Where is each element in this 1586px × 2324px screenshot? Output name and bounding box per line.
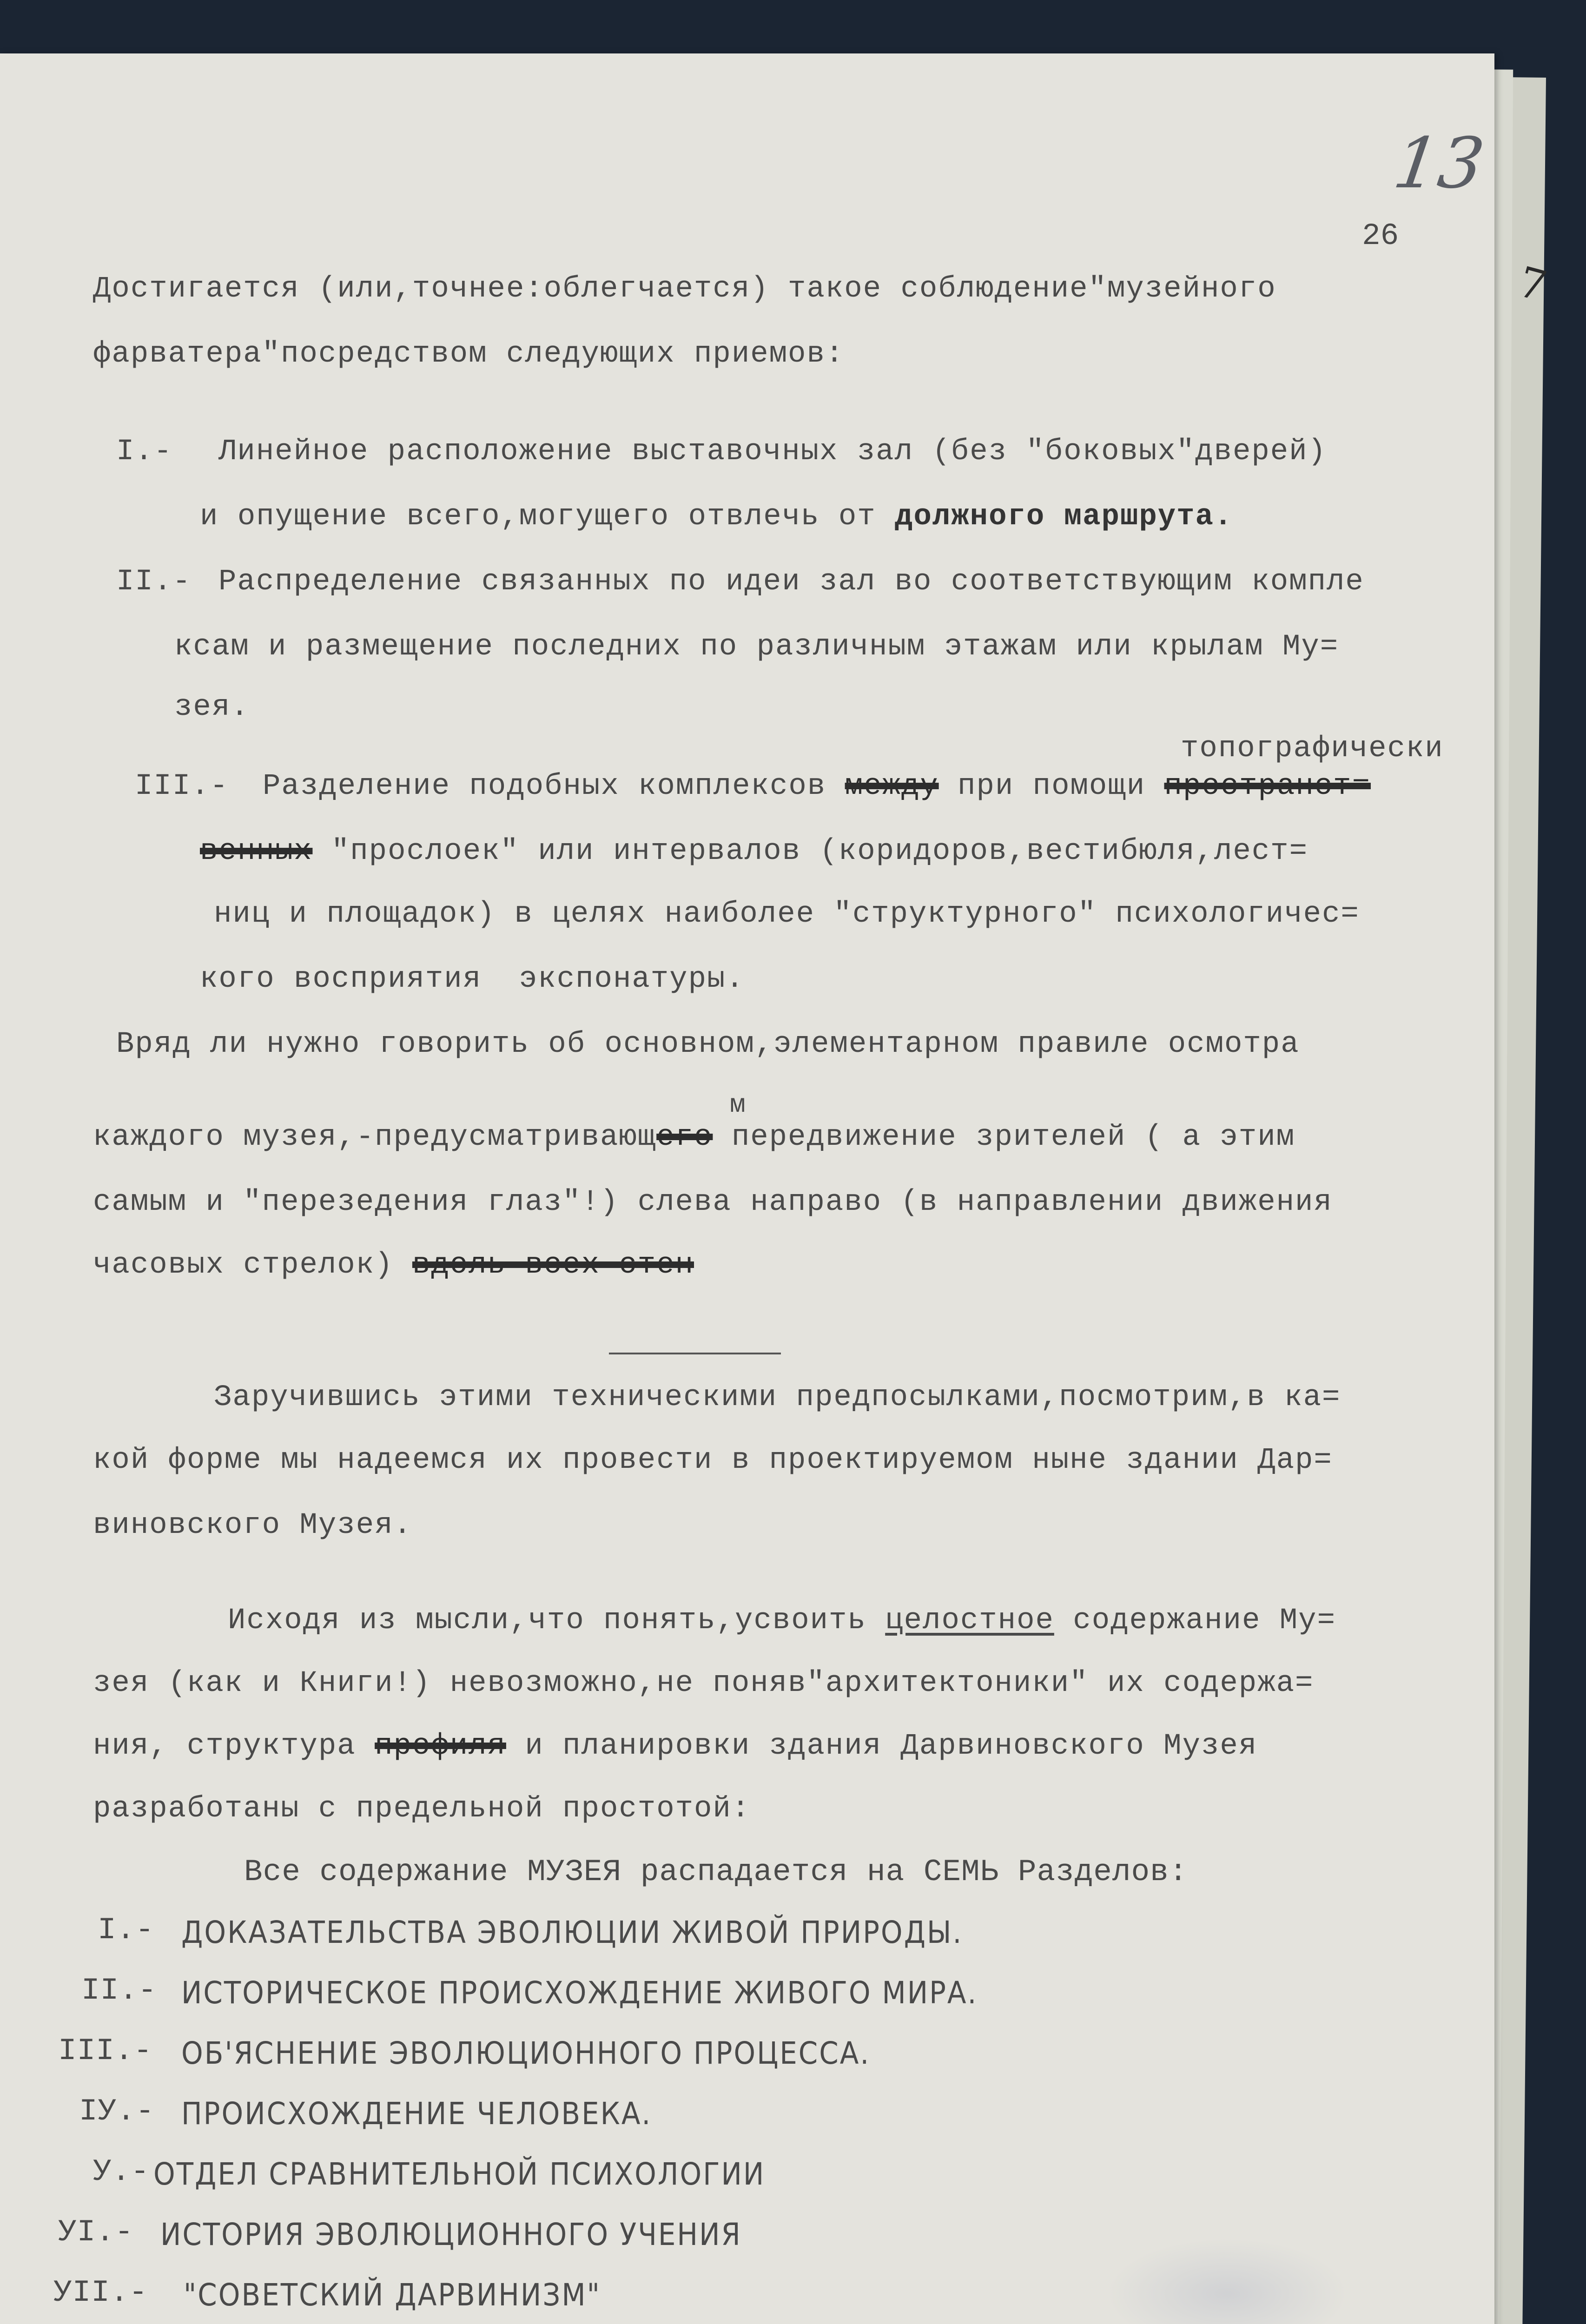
struck-word: пространст= — [1164, 770, 1371, 803]
margin-mark: 7 — [1513, 257, 1552, 312]
section-number: II.- — [81, 1973, 157, 2008]
paragraph-line: кой форме мы надеемся их провести в проектируемом ныне здании Дар= — [93, 1444, 1333, 1477]
section-number: У.- — [93, 2154, 150, 2189]
faint-stamp-mark — [1106, 2238, 1348, 2324]
list-item-text: Распределение связанных по идеи зал во соответствующим компле — [218, 565, 1364, 599]
intro-line: Достигается (или,точнее:облегчается) такое соблюдение"музейного — [93, 272, 1276, 306]
list-item-text: и опущение всего,могущего отвлечь от должного маршрута. — [200, 500, 1233, 534]
section-title: "СОВЕТСКИЙ ДАРВИНИЗМ" — [184, 2277, 601, 2313]
page-number: 26 — [1362, 218, 1399, 253]
section-title: ОБ'ЯСНЕНИЕ ЭВОЛЮЦИОННОГО ПРОЦЕССА. — [181, 2035, 871, 2071]
intro-line: фарватера"посредством следующих приемов: — [93, 337, 845, 371]
list-item-text: зея. — [174, 691, 250, 724]
section-number: УII.- — [53, 2275, 148, 2310]
struck-word: вдоль всех стен — [412, 1248, 694, 1282]
list-item-text: Разделение подобных комплексов между при помощи пространст= — [263, 770, 1371, 803]
list-item-text: венных "прослоек" или интервалов (коридоров,вестибюля,лест= — [200, 835, 1308, 868]
handwritten-insertion: топографически — [1181, 732, 1444, 766]
section-number: III.- — [58, 2034, 153, 2068]
paragraph-line: Вряд ли нужно говорить об основном,элементарном правиле осмотра — [116, 1028, 1300, 1061]
list-item-number: I.- — [116, 435, 173, 469]
section-number: IУ.- — [79, 2094, 155, 2129]
list-item-text: Линейное расположение выставочных зал (без "боковых"дверей) — [218, 435, 1327, 469]
paragraph-line: зея (как и Книги!) невозможно,не поняв"архитектоники" их содержа= — [93, 1667, 1314, 1700]
list-item-number: III.- — [135, 770, 229, 803]
handwritten-insertion: м — [730, 1090, 746, 1120]
paragraph-line: Исходя из мысли,что понять,усвоить целостное содержание Му= — [228, 1604, 1336, 1637]
paragraph-line: ния, структура профиля и планировки здания Дарвиновского Музея — [93, 1730, 1258, 1763]
struck-word: между — [845, 770, 939, 803]
paragraph-line: виновского Музея. — [93, 1509, 412, 1542]
struck-word: его — [656, 1121, 713, 1154]
underlined-word: целостное — [885, 1604, 1054, 1637]
struck-word: профиля — [375, 1730, 506, 1763]
section-divider — [609, 1353, 781, 1354]
paragraph-line: разработаны с предельной простотой: — [93, 1792, 751, 1826]
sections-intro: Все содержание МУЗЕЯ распадается на СЕМЬ Разделов: — [244, 1855, 1188, 1889]
section-number: I.- — [98, 1913, 154, 1948]
section-title: ИСТОРИЯ ЭВОЛЮЦИОННОГО УЧЕНИЯ — [160, 2217, 742, 2252]
corrected-word: должного — [895, 500, 1045, 534]
section-title: ОТДЕЛ СРАВНИТЕЛЬНОЙ ПСИХОЛОГИИ — [153, 2156, 766, 2192]
paragraph-line: самым и "перезедения глаз"!) слева направо (в направлении движения — [93, 1186, 1333, 1219]
list-item-text: ксам и размещение последних по различным этажам или крылам Му= — [174, 630, 1339, 664]
handwritten-folio-number: 13 — [1388, 123, 1489, 204]
section-title: ИСТОРИЧЕСКОЕ ПРОИСХОЖДЕНИЕ ЖИВОГО МИРА. — [181, 1975, 978, 2011]
paragraph-line: часовых стрелок) вдоль всех стен — [93, 1248, 694, 1282]
section-title: ДОКАЗАТЕЛЬСТВА ЭВОЛЮЦИИ ЖИВОЙ ПРИРОДЫ. — [181, 1915, 963, 1950]
paragraph-line: каждого музея,-предусматривающего передвижение зрителей ( а этим — [93, 1121, 1295, 1154]
section-title: ПРОИСХОЖДЕНИЕ ЧЕЛОВЕКА. — [181, 2096, 652, 2132]
list-item-text: ниц и площадок) в целях наиболее "структурного" психологичес= — [214, 898, 1360, 931]
list-item-text: кого восприятия экспонатуры. — [200, 963, 745, 996]
list-item-number: II.- — [116, 565, 192, 599]
typed-page — [0, 53, 1494, 2324]
paragraph-line: Заручившись этими техническими предпосылками,посмотрим,в ка= — [214, 1381, 1341, 1414]
struck-word: венных — [200, 835, 313, 868]
section-number: УI.- — [58, 2215, 134, 2250]
